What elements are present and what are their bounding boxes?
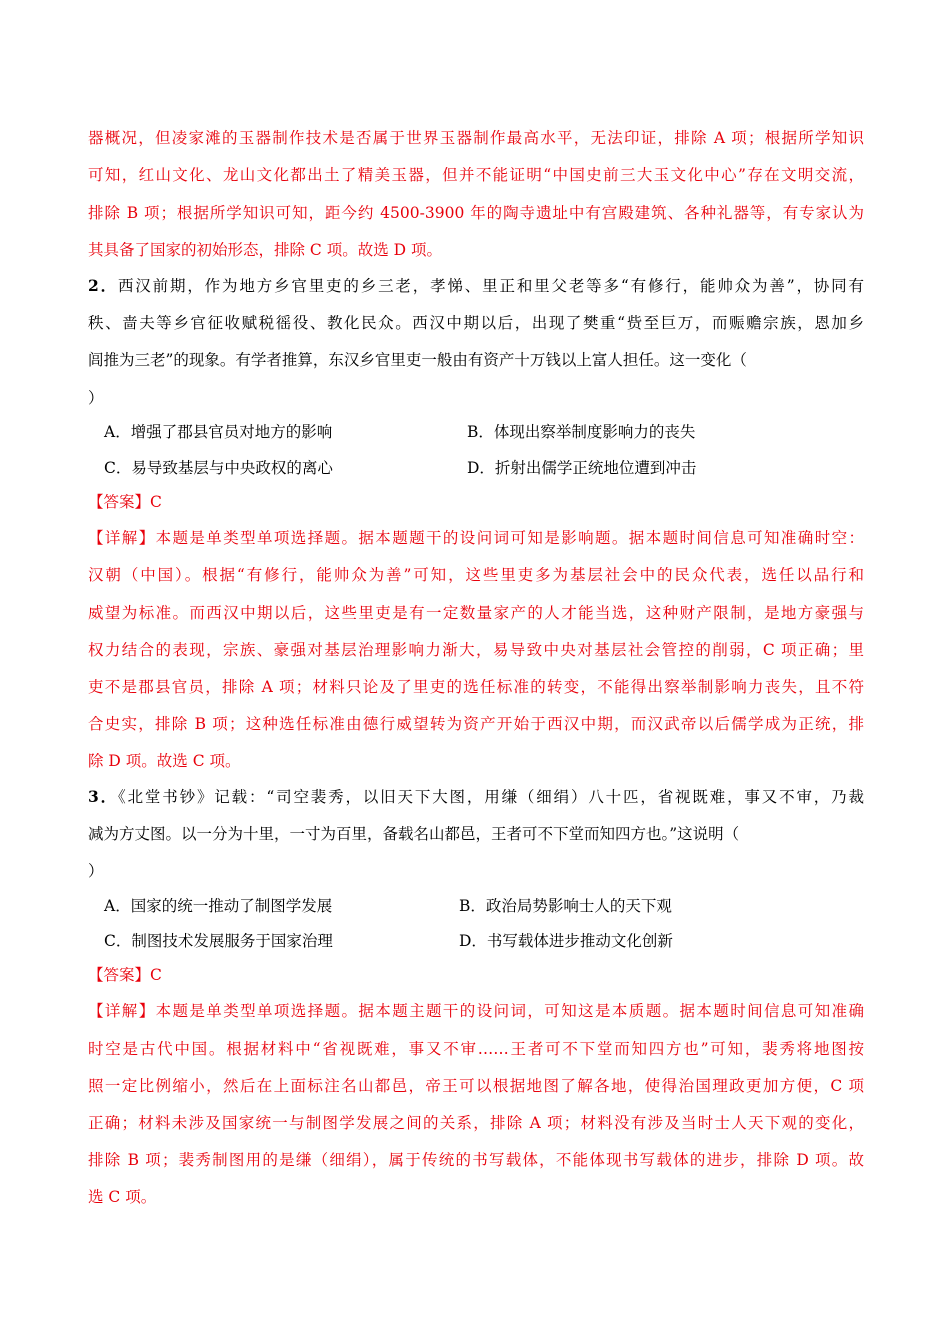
question-2-explanation-line: 合史实，排除 B 项；这种选任标准由德行威望转为资产开始于西汉中期，而汉武帝以后儒学成为正统，排 [88,715,864,733]
question-3-explanation-line: 排除 B 项；裴秀制图用的是缣（细绢），属于传统的书写载体，不能体现书写载体的进步，排除 D 项。故 [88,1151,864,1169]
question-3-explanation-line: 照一定比例缩小，然后在上面标注名山都邑，帝王可以根据地图了解各地，使得治国理政更加方便，C 项 [88,1077,864,1095]
prev-explanation-line: 器概况，但凌家滩的玉器制作技术是否属于世界玉器制作最高水平，无法印证，排除 A 项；根据所学知识 [88,129,864,147]
question-3-explanation-line: 选 C 项。 [88,1188,157,1206]
question-3-explanation-line: 时空是古代中国。根据材料中“省视既难，事又不审……王者可不下堂而知四方也”可知，裴秀将地图按 [88,1040,864,1058]
question-2-stem-line: 闾推为三老”的现象。有学者推算，东汉乡官里吏一般由有资产十万钱以上富人担任。这一变化（ [88,351,747,369]
question-2-explanation-line: 【详解】本题是单类型单项选择题。据本题题干的设问词可知是影响题。据本题时间信息可知准确时空： [88,529,864,547]
question-2-explanation-line: 威望为标准。而西汉中期以后，这些里吏是有一定数量家产的人才能当选，这种财产限制，是地方豪强与 [88,604,864,622]
question-3-stem-line: ） [88,862,104,880]
question-3-explanation-line: 正确；材料未涉及国家统一与制图学发展之间的关系，排除 A 项；材料没有涉及当时士人天下观的变化， [88,1114,864,1132]
question-3-stem-line: 减为方丈图。以一分为十里，一寸为百里，备载名山都邑，王者可不下堂而知四方也。”这说明（ [88,825,740,843]
question-3-option-b: B．政治局势影响士人的天下观 [459,897,672,915]
prev-explanation-line: 排除 B 项；根据所学知识可知，距今约 4500-3900 年的陶寺遗址中有宫殿建筑、各种礼器等，有专家认为 [88,204,864,222]
question-2-stem-line: 2．西汉前期，作为地方乡官里吏的乡三老，孝悌、里正和里父老等多“有修行，能帅众为善”，协同有 [88,276,864,295]
question-2-option-d: D．折射出儒学正统地位遭到冲击 [467,459,697,477]
question-3-option-c: C．制图技术发展服务于国家治理 [104,932,333,950]
question-3-number: 3． [88,787,118,806]
question-3-option-d: D．书写载体进步推动文化创新 [459,932,673,950]
prev-explanation-line: 其具备了国家的初始形态，排除 C 项。故选 D 项。 [88,241,442,259]
question-2-stem-line: 秩、啬夫等乡官征收赋税徭役、教化民众。西汉中期以后，出现了樊重“赀至巨万，而赈赡宗族，恩加乡 [88,314,864,332]
question-2-explanation-line: 除 D 项。故选 C 项。 [88,752,241,770]
question-3-answer: 【答案】C [88,966,162,984]
question-2-explanation-line: 吏不是郡县官员，排除 A 项；材料只论及了里吏的选任标准的转变，不能得出察举制影响力丧失，且不符 [88,678,864,696]
prev-explanation-line: 可知，红山文化、龙山文化都出土了精美玉器，但并不能证明“中国史前三大玉文化中心”存在文明交流， [88,166,864,184]
question-2-answer: 【答案】C [88,493,162,511]
question-2-stem-line: ） [88,389,104,407]
question-2-explanation-line: 汉朝（中国）。根据“有修行，能帅众为善”可知，这些里吏多为基层社会中的民众代表，选任以品行和 [88,566,864,584]
question-3-option-a: A．国家的统一推动了制图学发展 [104,897,333,915]
question-3-stem-line: 3．《北堂书钞》记载：“司空裴秀，以旧天下大图，用缣（细绢）八十匹，省视既难，事又不审，乃裁 [88,787,864,806]
question-2-option-c: C．易导致基层与中央政权的离心 [104,459,333,477]
question-3-explanation-line: 【详解】本题是单类型单项选择题。据本题主题干的设问词，可知这是本质题。据本题时间信息可知准确 [88,1002,864,1020]
question-2-option-a: A．增强了郡县官员对地方的影响 [104,423,333,441]
question-2-explanation-line: 权力结合的表现，宗族、豪强对基层治理影响力渐大，易导致中央对基层社会管控的削弱，C 项正确；里 [88,641,864,659]
question-2-option-b: B．体现出察举制度影响力的丧失 [467,423,696,441]
question-2-number: 2． [88,276,118,295]
